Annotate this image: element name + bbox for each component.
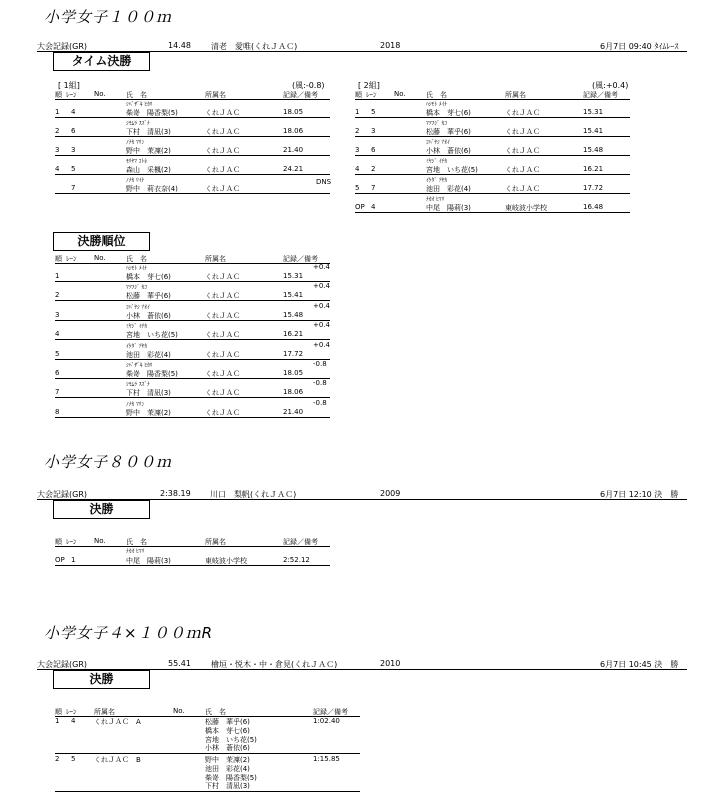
mark: 18.06 bbox=[283, 127, 304, 135]
col-team: 所属名 bbox=[205, 91, 226, 99]
lane: 6 bbox=[371, 146, 376, 154]
heat-wind: (風:+0.4) bbox=[592, 81, 629, 90]
mark: 24.21 bbox=[283, 165, 304, 173]
rank: 1 bbox=[55, 272, 60, 280]
kana: ﾓﾘﾔﾏ ｺﾄﾈ bbox=[126, 159, 147, 165]
athlete-name: 中尾 陽莉(3) bbox=[126, 557, 171, 565]
lane: 5 bbox=[71, 755, 76, 763]
team: くれＪＡＣ bbox=[205, 311, 240, 320]
record-time: 14.48 bbox=[168, 41, 191, 50]
lane: 4 bbox=[371, 203, 376, 211]
col-team: 所属名 bbox=[94, 708, 115, 716]
event-title: 小学女子８００ｍ bbox=[44, 453, 173, 471]
wind: +0.4 bbox=[313, 282, 330, 291]
wind: -0.8 bbox=[313, 398, 327, 407]
record-holder: 清老 愛唯(くれＪＡＣ) bbox=[211, 42, 298, 51]
rank: 1 bbox=[55, 108, 60, 116]
col-lane: ﾚｰﾝ bbox=[366, 91, 377, 99]
mark: 17.72 bbox=[283, 349, 304, 358]
kana: ﾏﾂﾌｼﾞ ｶｺ bbox=[426, 121, 447, 127]
rank: 5 bbox=[355, 184, 360, 192]
athlete-name: 野中 莉衣奈(4) bbox=[126, 185, 178, 193]
team: くれＪＡＣ bbox=[205, 350, 240, 359]
col-no: No. bbox=[394, 90, 406, 98]
member-name: 橋本 芽七(6) bbox=[205, 726, 250, 735]
member-name: 野中 茉凜(2) bbox=[205, 756, 250, 764]
col-name: 氏 名 bbox=[126, 255, 147, 263]
athlete-name: 小林 蒼依(6) bbox=[126, 311, 171, 320]
col-no: No. bbox=[173, 707, 185, 715]
kana: ｲｹﾀﾞ ｱﾔｶ bbox=[426, 178, 447, 184]
rank: 3 bbox=[55, 310, 60, 319]
kana: ﾅｶｵ ﾋﾏﾘ bbox=[126, 549, 145, 555]
note: DNS bbox=[316, 178, 332, 186]
col-mark: 記録／備考 bbox=[283, 538, 318, 546]
rank: 5 bbox=[55, 349, 60, 358]
mark: 15.31 bbox=[583, 108, 604, 116]
rank: 4 bbox=[55, 165, 60, 173]
athlete-name: 中尾 陽莉(3) bbox=[426, 204, 471, 212]
col-mark: 記録／備考 bbox=[283, 91, 318, 99]
col-team: 所属名 bbox=[205, 538, 226, 546]
mark: 15.48 bbox=[283, 310, 304, 319]
lane: 6 bbox=[71, 127, 76, 135]
heat-group: [ 1組] bbox=[58, 81, 80, 90]
member-name: 松藤 華乎(6) bbox=[205, 718, 250, 726]
athlete-name: 野中 茉凜(2) bbox=[126, 408, 171, 417]
record-time: 2:38.19 bbox=[160, 489, 191, 498]
record-label: 大会記録(GR) bbox=[37, 490, 87, 499]
wind: +0.4 bbox=[313, 263, 330, 271]
team: くれＪＡＣ bbox=[505, 185, 540, 193]
team: くれＪＡＣ bbox=[205, 109, 240, 117]
team: くれＪＡＣ bbox=[205, 370, 240, 378]
rank: OP bbox=[355, 203, 365, 211]
kana: ﾉﾅｶ ﾏﾘﾝ bbox=[126, 401, 145, 408]
team: くれＪＡＣ bbox=[205, 185, 240, 193]
col-mark: 記録／備考 bbox=[313, 708, 348, 716]
mark: 15.41 bbox=[283, 291, 304, 300]
lane: 5 bbox=[371, 108, 376, 116]
athlete-name: 森山 采楓(2) bbox=[126, 166, 171, 174]
athlete-name: 松藤 華乎(6) bbox=[126, 292, 171, 301]
col-name: 氏 名 bbox=[126, 538, 147, 546]
athlete-name: 下村 清凪(3) bbox=[126, 389, 171, 398]
rank: 7 bbox=[55, 388, 60, 397]
athlete-name: 柴嵜 陽香梨(5) bbox=[126, 370, 178, 378]
event-title: 小学女子４×１００ｍR bbox=[44, 624, 213, 642]
kana: ｼﾓﾑﾗ ｽｽﾞﾅ bbox=[126, 382, 150, 389]
kana: ﾊｼﾓﾄ ﾒｲﾅ bbox=[126, 266, 147, 272]
col-no: No. bbox=[94, 254, 106, 262]
mark: 15.31 bbox=[283, 272, 304, 280]
col-mark: 記録／備考 bbox=[283, 255, 318, 263]
record-year: 2009 bbox=[380, 489, 401, 498]
mark: 18.05 bbox=[283, 108, 304, 116]
event-schedule: 6月7日 09:40 ﾀｲﾑﾚｰｽ bbox=[600, 42, 679, 51]
mark: 18.06 bbox=[283, 388, 304, 397]
kana: ﾐﾔｼﾞ ｲﾁｶ bbox=[126, 324, 147, 331]
member-name: 宮地 いち花(5) bbox=[205, 735, 257, 744]
heat-group: [ 2組] bbox=[358, 81, 380, 90]
team: くれＪＡＣ bbox=[205, 128, 240, 136]
mark: 16.21 bbox=[583, 165, 604, 173]
mark: 18.05 bbox=[283, 369, 304, 377]
lane: 3 bbox=[371, 127, 376, 135]
kana: ﾅｶｵ ﾋﾏﾘ bbox=[426, 197, 445, 203]
athlete-name: 下村 清凪(3) bbox=[126, 128, 171, 136]
col-lane: ﾚｰﾝ bbox=[66, 708, 77, 716]
member-name: 池田 彩花(4) bbox=[205, 764, 250, 773]
event-title: 小学女子１００ｍ bbox=[44, 8, 173, 26]
lane: 5 bbox=[71, 165, 76, 173]
record-time: 55.41 bbox=[168, 659, 191, 668]
rank: 3 bbox=[55, 146, 60, 154]
kana: ｼﾓﾑﾗ ｽｽﾞﾅ bbox=[126, 121, 150, 127]
team: くれＪＡＣ bbox=[505, 166, 540, 174]
wind: +0.4 bbox=[313, 301, 330, 310]
col-lane: ﾚｰﾝ bbox=[66, 538, 77, 546]
record-label: 大会記録(GR) bbox=[37, 42, 87, 51]
team: くれＪＡＣ bbox=[205, 147, 240, 155]
mark: 16.48 bbox=[583, 203, 604, 211]
record-label: 大会記録(GR) bbox=[37, 660, 87, 669]
rank: 6 bbox=[55, 369, 60, 377]
lane: 1 bbox=[71, 556, 76, 564]
team: くれＪＡＣ bbox=[205, 389, 240, 398]
athlete-name: 宮地 いち花(5) bbox=[426, 166, 478, 174]
col-name: 氏 名 bbox=[426, 91, 447, 99]
athlete-name: 宮地 いち花(5) bbox=[126, 331, 178, 340]
record-year: 2010 bbox=[380, 659, 401, 668]
rank: 3 bbox=[355, 146, 360, 154]
col-rank: 順 bbox=[355, 91, 362, 99]
col-name: 氏 名 bbox=[205, 708, 226, 716]
rank: 2 bbox=[55, 127, 60, 135]
kana: ｲｹﾀﾞ ｱﾔｶ bbox=[126, 343, 147, 350]
kana: ﾉﾅｶ ﾘｲﾅ bbox=[126, 178, 145, 184]
rank: 2 bbox=[55, 291, 60, 300]
col-team: 所属名 bbox=[205, 255, 226, 263]
team: くれＪＡＣ B bbox=[94, 756, 141, 764]
section-label: 決勝 bbox=[53, 500, 150, 519]
team: くれＪＡＣ bbox=[205, 273, 240, 281]
mark: 15.48 bbox=[583, 146, 604, 154]
team: くれＪＡＣ bbox=[505, 109, 540, 117]
team: 東岐波小学校 bbox=[205, 557, 247, 565]
lane: 4 bbox=[71, 108, 76, 116]
record-holder: 檜垣・悦木・中・倉見(くれＪＡＣ) bbox=[211, 660, 338, 669]
rank: 4 bbox=[55, 330, 60, 339]
team: くれＪＡＣ bbox=[505, 128, 540, 136]
col-rank: 順 bbox=[55, 538, 62, 546]
col-name: 氏 名 bbox=[126, 91, 147, 99]
wind: +0.4 bbox=[313, 340, 330, 349]
mark: 16.21 bbox=[283, 330, 304, 339]
athlete-name: 橋本 芽七(6) bbox=[126, 273, 171, 281]
col-lane: ﾚｰﾝ bbox=[66, 255, 77, 263]
mark: 21.40 bbox=[283, 146, 304, 154]
mark: 1:02.40 bbox=[313, 717, 340, 725]
member-name: 小林 蒼依(6) bbox=[205, 744, 250, 753]
event-schedule: 6月7日 12:10 決 勝 bbox=[600, 490, 679, 499]
col-rank: 順 bbox=[55, 91, 62, 99]
rank: OP bbox=[55, 556, 65, 564]
mark: 1:15.85 bbox=[313, 755, 340, 763]
lane: 7 bbox=[71, 184, 76, 192]
team: くれＪＡＣ bbox=[205, 408, 240, 417]
col-rank: 順 bbox=[55, 255, 62, 263]
kana: ｼﾊﾞｻﾞｷ ﾋｶﾘ bbox=[126, 363, 153, 369]
section-label: タイム決勝 bbox=[53, 52, 150, 71]
rank: 2 bbox=[355, 127, 360, 135]
record-holder: 川口 梨帆(くれＪＡＣ) bbox=[210, 490, 297, 499]
mark: 2:52.12 bbox=[283, 556, 310, 564]
athlete-name: 野中 茉凜(2) bbox=[126, 147, 171, 155]
col-no: No. bbox=[94, 90, 106, 98]
wind: +0.4 bbox=[313, 321, 330, 330]
member-name: 下村 清凪(3) bbox=[205, 782, 250, 791]
kana: ﾐﾔｼﾞ ｲﾁｶ bbox=[426, 159, 447, 165]
athlete-name: 松藤 華乎(6) bbox=[426, 128, 471, 136]
lane: 7 bbox=[371, 184, 376, 192]
team: くれＪＡＣ bbox=[205, 331, 240, 340]
lane: 2 bbox=[371, 165, 376, 173]
rank: 1 bbox=[55, 717, 60, 725]
heat-wind: (風:-0.8) bbox=[292, 81, 325, 90]
team: くれＪＡＣ bbox=[205, 292, 240, 301]
team: くれＪＡＣ A bbox=[94, 718, 141, 726]
col-mark: 記録／備考 bbox=[583, 91, 618, 99]
team: くれＪＡＣ bbox=[505, 147, 540, 155]
lane: 3 bbox=[71, 146, 76, 154]
final-ranking-label: 決勝順位 bbox=[53, 232, 150, 251]
kana: ｺﾊﾞﾔｼ ｱｵｲ bbox=[126, 304, 150, 311]
team: 東岐波小学校 bbox=[505, 204, 547, 212]
athlete-name: 池田 彩花(4) bbox=[126, 350, 171, 359]
col-rank: 順 bbox=[55, 708, 62, 716]
rank: 2 bbox=[55, 755, 60, 763]
kana: ﾏﾂﾌｼﾞ ｶｺ bbox=[126, 285, 147, 292]
rank: 4 bbox=[355, 165, 360, 173]
mark: 21.40 bbox=[283, 407, 304, 416]
col-lane: ﾚｰﾝ bbox=[66, 91, 77, 99]
rank: 1 bbox=[355, 108, 360, 116]
kana: ｼﾊﾞｻﾞｷ ﾋｶﾘ bbox=[126, 102, 153, 108]
wind: -0.8 bbox=[313, 360, 327, 368]
section-label: 決勝 bbox=[53, 670, 150, 689]
athlete-name: 柴嵜 陽香梨(5) bbox=[126, 109, 178, 117]
col-no: No. bbox=[94, 537, 106, 545]
member-name: 柴嵜 陽香梨(5) bbox=[205, 773, 257, 782]
wind: -0.8 bbox=[313, 379, 327, 388]
athlete-name: 小林 蒼依(6) bbox=[426, 147, 471, 155]
mark: 15.41 bbox=[583, 127, 604, 135]
mark: 17.72 bbox=[583, 184, 604, 192]
athlete-name: 池田 彩花(4) bbox=[426, 185, 471, 193]
event-schedule: 6月7日 10:45 決 勝 bbox=[600, 660, 679, 669]
lane: 4 bbox=[71, 717, 76, 725]
kana: ﾊｼﾓﾄ ﾒｲﾅ bbox=[426, 102, 447, 108]
kana: ｺﾊﾞﾔｼ ｱｵｲ bbox=[426, 140, 450, 146]
kana: ﾉﾅｶ ﾏﾘﾝ bbox=[126, 140, 145, 146]
team: くれＪＡＣ bbox=[205, 166, 240, 174]
record-year: 2018 bbox=[380, 41, 401, 50]
athlete-name: 橋本 芽七(6) bbox=[426, 109, 471, 117]
col-team: 所属名 bbox=[505, 91, 526, 99]
rank: 8 bbox=[55, 407, 60, 416]
